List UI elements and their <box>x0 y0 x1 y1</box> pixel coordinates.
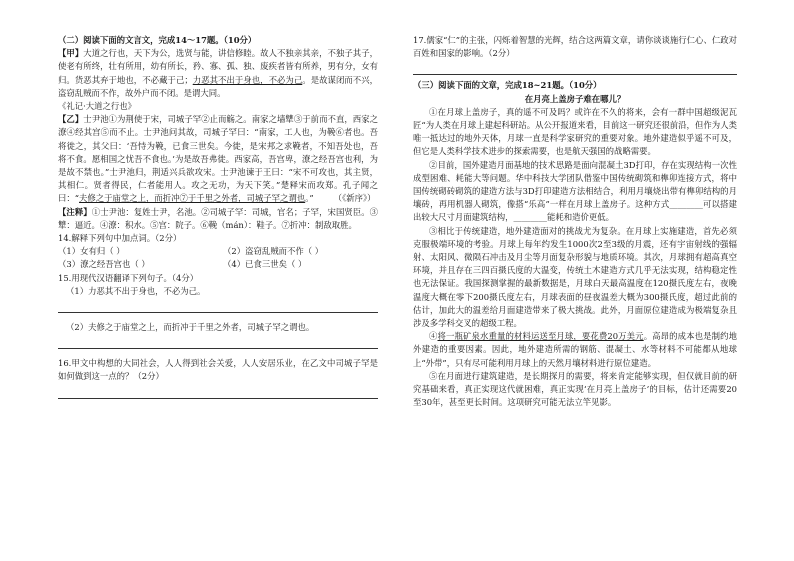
underlined-sentence: 夫修之于庙堂之上，而折冲⑦于千里之外者，司城子罕之谓也 <box>79 193 306 204</box>
article-paragraph-1: ①在月球上盖房子，真的遥不可及吗？或许在不久的将来，会有一群中国超级泥瓦匠“为人类在月球上建起科研站。从公开报道来看，目前这一研究还很前沿，但作为人类唯一抵达过的地外天体，月球一直是科学家研究的重要对象。地外建造似乎遥不可及，但它是人类科学技术进步的探索需要，也是航天强国的战略需要。 <box>413 106 737 157</box>
question-14-row-1 <box>58 245 378 258</box>
question-14: 14.解释下列句中加点词。（2分） <box>58 233 182 244</box>
right-column <box>413 34 737 409</box>
passage-text-end: 。” <box>305 193 314 204</box>
passage-text: 士尹池①为荆使于宋，司城子罕②止而觞之。南家之墙犨③于前而不直，西家之潦④经其宫⑤而不止。士尹池问其故，司城子罕曰：“南家，工人也，为鞔⑥者也。吾将徙之，其父曰：‘吾恃为鞔，已食三世矣。今徙，是宋邦之求鞔者，不知吾处也，吾将不食。愿相国之忧吾不食也。’为是故吾弗徙。西家高，吾宫卑，潦之经吾宫也利，为是故不禁也。”士尹池归，荆适兴兵欲攻宋。士尹池谏于王曰：“宋不可攻也，其主贤，其相仁。贤者得民，仁者能用人。攻之无功，为天下笑。”楚释宋而攻郑。孔子闻之曰：“ <box>58 114 379 204</box>
answer-line[interactable] <box>58 334 378 349</box>
passage-jia <box>58 47 378 100</box>
question-15-1: （1）力恶其不出于身也，不必为己。 <box>66 285 206 296</box>
question-14-item[interactable]: （2）盗窃乱贼而不作（ ） <box>223 246 324 257</box>
question-16: 16.甲文中构想的大同社会，人人得到社会关爱，人人安居乐业，在乙文中司城子罕是如何做到这一点的？（2分） <box>58 358 378 382</box>
section-title: （三）阅读下面的文章，完成18~21题。（10分） <box>413 80 602 91</box>
passage-text: 大道之行也，天下为公，选贤与能，讲信修睦。故人不独亲其亲，不独子其子，使老有所终，壮有所用，幼有所长，矜、寡、孤、独、废疾者皆有所养，男有分，女有归。货恶其弃于地也，不必藏于己； <box>58 48 379 85</box>
article-paragraph-4 <box>413 330 737 370</box>
section-title: （二）阅读下面的文言文，完成14～17题。（10分） <box>58 35 257 45</box>
question-14-item[interactable]: （1）女有归（ ） <box>58 246 125 257</box>
answer-line[interactable] <box>58 298 378 313</box>
article-title: 在月亮上盖房子难在哪儿？ <box>524 93 626 104</box>
answer-line[interactable] <box>58 384 378 399</box>
passage-label: 【乙】 <box>58 114 84 125</box>
note-text: ①士尹池：复姓士尹，名池。②司城子罕：司城，官名；子罕，宋国贤臣。③犨：逼近。④潦：积水。⑤宫：院子。⑥鞔（mán）：鞋子。⑦折冲：制敌取胜。 <box>58 206 379 230</box>
article-paragraph-3: ③相比于传统建造，地外建造面对的挑战尤为复杂。在月球上实施建造，首先必须克服极端环境的考验。月球上每年约发生1000次2至3级的月震，还有宇宙射线的强辐射、太阳风、微陨石冲击及月尘等月面复杂形貌与地质环境。其次，月球拥有超高真空环境，并且存在三四百摄氏度的大温变，传统土木建造方式几乎无法实现，结构稳定性也无法保证。我国探测掌握的最新数据是，月球白天最高温度在120摄氏度左右，夜晚温度大概在零下200摄氏度左右，月球表面的昼夜温差大概为300摄氏度，超过此前的估计，加此大的温差给月面建造带来了极大挑战。此外，月面原位建造成为极端复杂且涉及多学科交叉的超级工程。 <box>413 225 737 329</box>
article-paragraph-2: ②目前，国外建造月面基地的技术思路是面向混凝土3D打印，存在实现结构一次性成型困难、耗能大等问题。华中科技大学团队借鉴中国传统砌筑和榫卯连接方式，将中国传统砌砖砌筑的建造方法与3D打印建造方法相结合，利用月壤烧出带有榫卯结构的月壤砖，再用机器人砌筑，像搭“乐高”一样在月球上盖房子。这种方式________可以搭建出较大尺寸月面建筑结构，________能耗和造价更低。 <box>413 159 737 223</box>
annotations <box>58 206 378 232</box>
question-15: 15.用现代汉语翻译下列句子。（4分） <box>58 272 199 283</box>
passage-yi <box>58 113 378 205</box>
underlined-sentence: 将一瓶矿泉水重量的材料运送至月球，要花费20万美元 <box>437 331 644 342</box>
article-paragraph-5: ⑤在月面进行建筑建造，是长期探月的需要，将来肯定能够实现，但仅就目前的研究基础来看，真正实现这代就困难，真正实现‘在月亮上盖房子’的目标，估计还需要20至30年，甚至更长时间。这项研究可能无法立竿见影。 <box>413 370 737 408</box>
question-17: 17.儒家“仁”的主张，闪烁着智慧的光辉，结合这两篇文章，请你谈谈施行仁心、仁政对百姓和国家的影响。（2分） <box>413 35 737 59</box>
answer-line[interactable] <box>413 60 737 75</box>
underlined-sentence: 力恶其不出于身也，不必为己 <box>192 74 303 85</box>
question-15-2: （2）夫修之于庙堂之上，而折冲于千里之外者，司城子罕之谓也。 <box>66 322 315 333</box>
paragraph-text: 。高昂的成本也是制约地外建造的重要因素。因此，地外建造所需的钢筋、混凝土、水等材料不可能都从地球上“外带”，只有尽可能利用月球上的天然月壤材料进行原位建造。 <box>413 331 738 368</box>
note-label: 【注释】 <box>58 206 92 217</box>
passage-source: 《礼记·大道之行也》 <box>58 101 137 112</box>
question-14-item[interactable]: （4）已食三世矣（ ） <box>223 259 307 270</box>
paragraph-number: ④ <box>429 331 438 342</box>
question-14-row-2 <box>58 258 378 271</box>
question-14-item[interactable]: （3）潦之经吾宫也（ ） <box>58 259 150 270</box>
passage-text-end: 。是故谋闭而不兴，盗窃乱贼而不作，故外户而不闭。是谓大同。 <box>58 74 379 98</box>
passage-label: 【甲】 <box>58 48 84 59</box>
passage-source: （《新序》） <box>333 193 376 204</box>
left-column <box>58 34 378 403</box>
